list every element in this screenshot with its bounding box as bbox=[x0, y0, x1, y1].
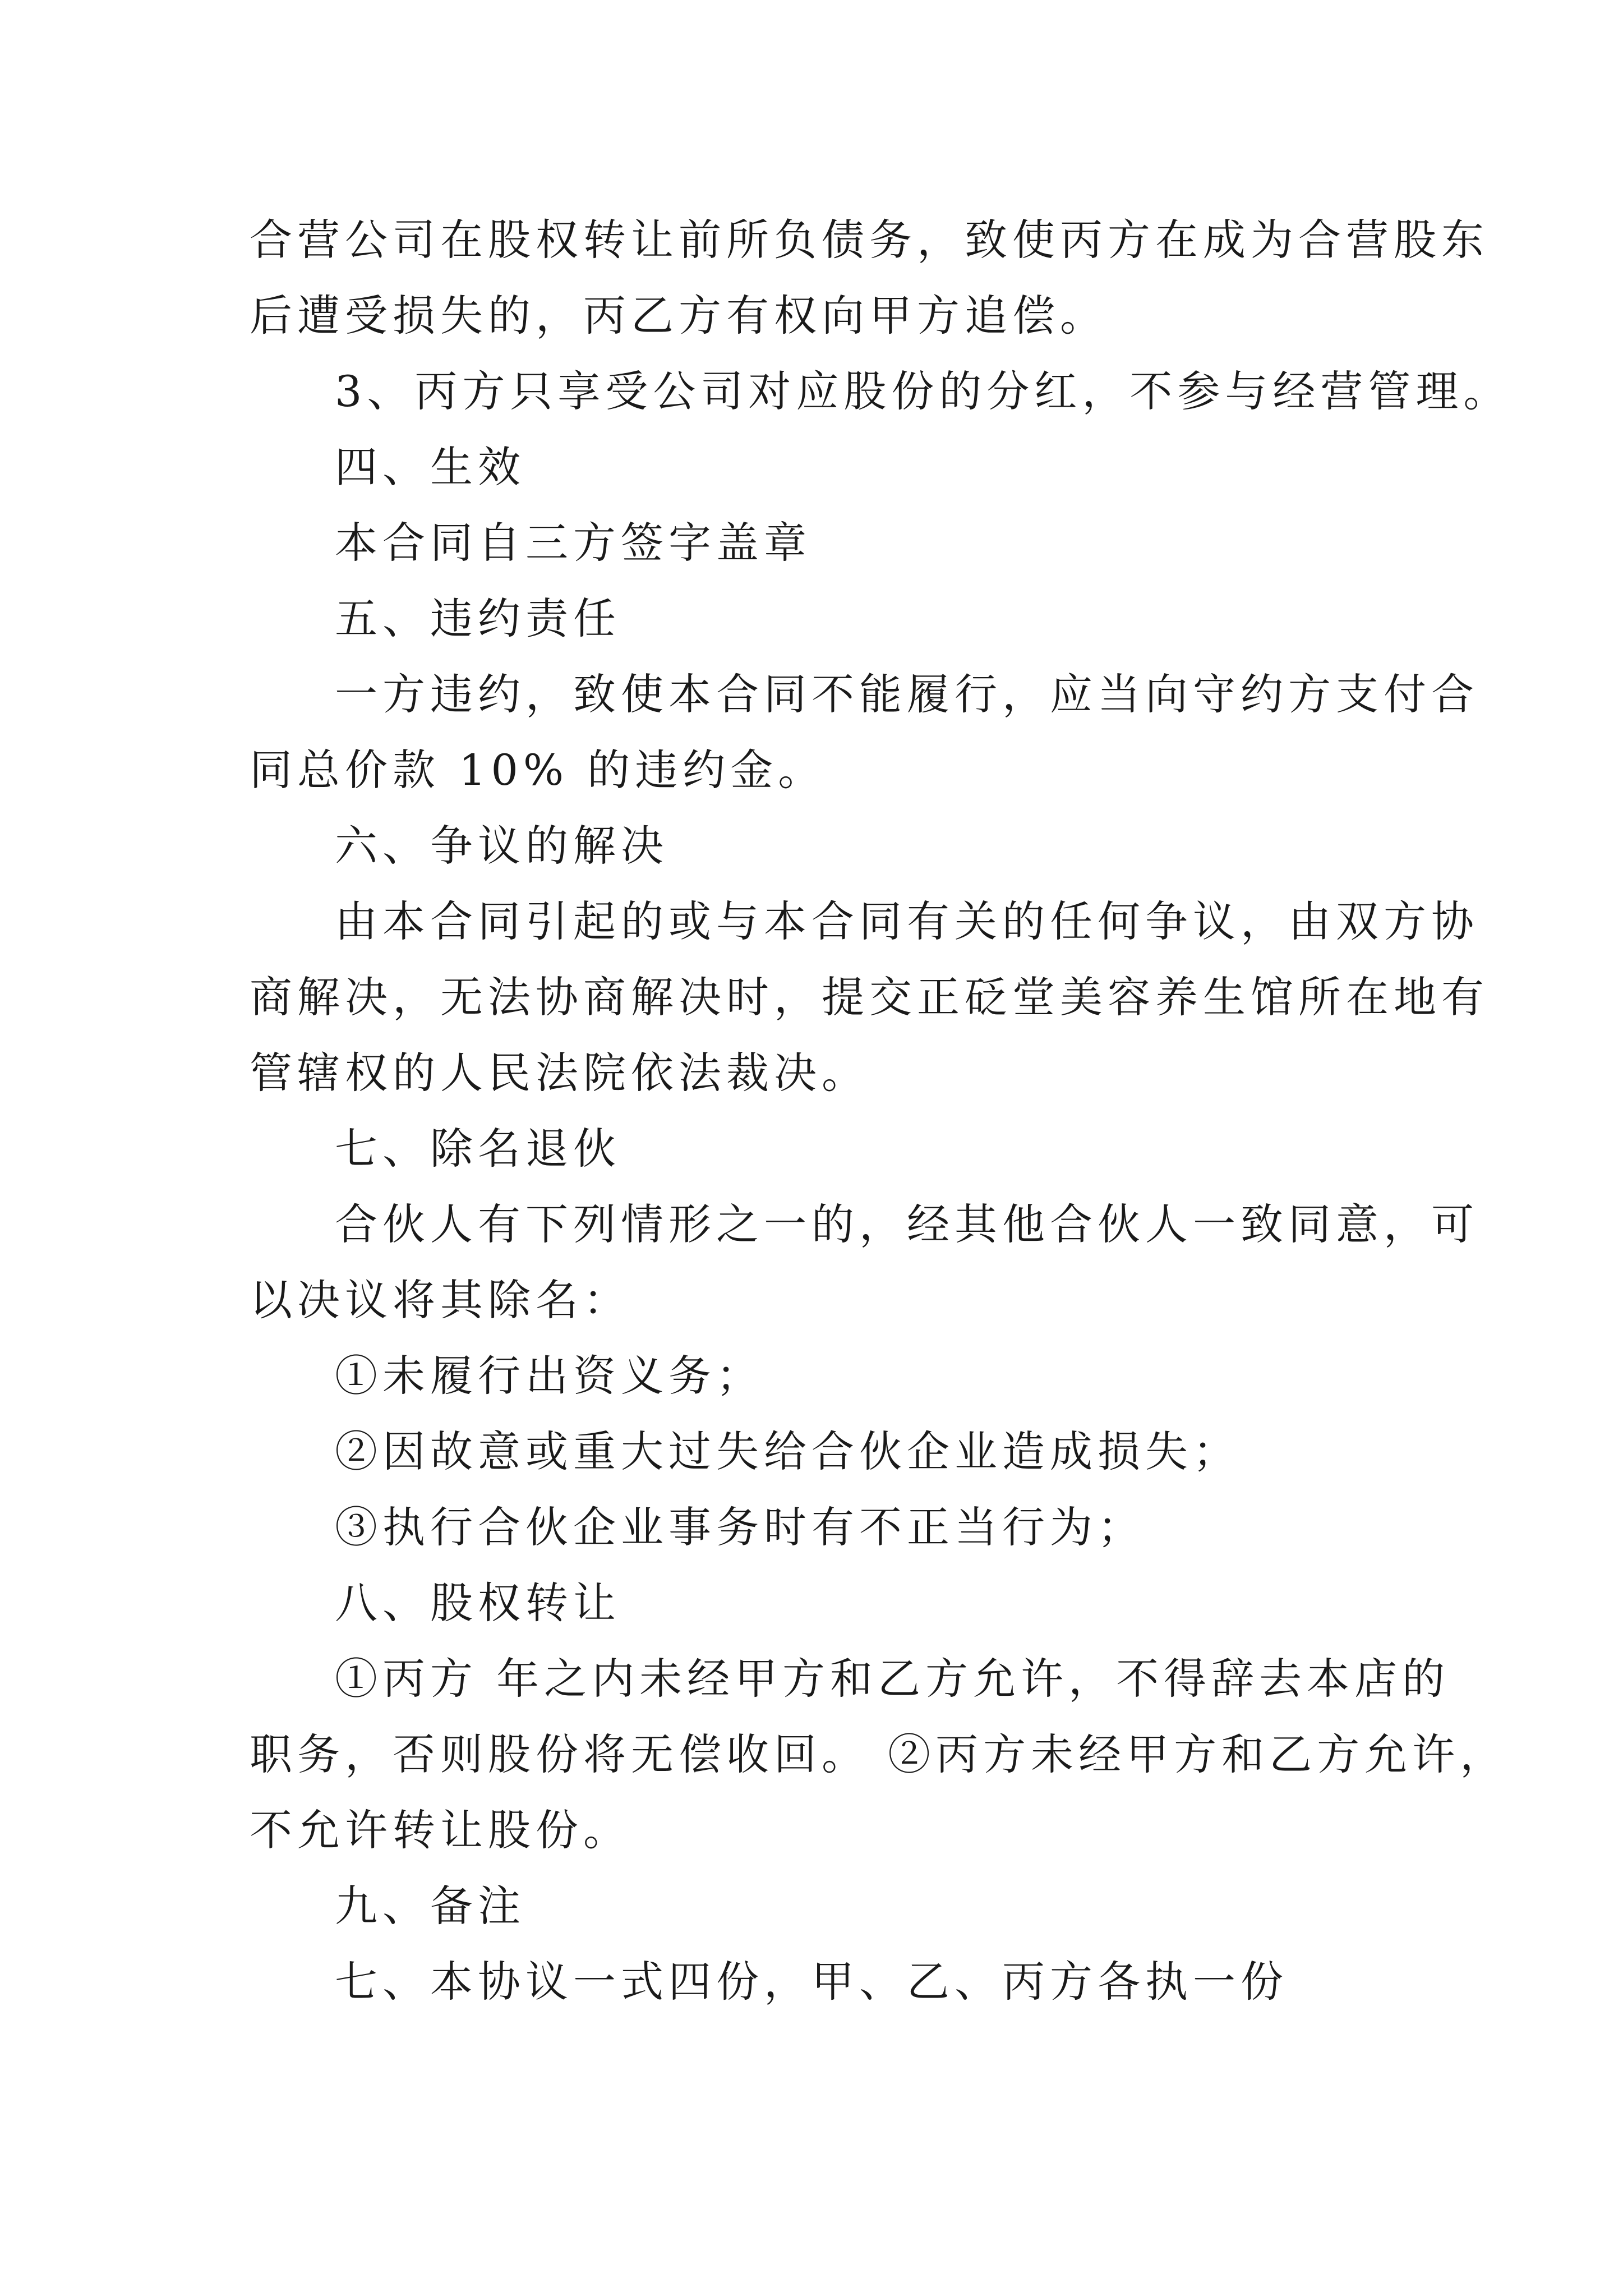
list-item: ①丙方 年之内未经甲方和乙方允许，不得辞去本店的 bbox=[335, 1654, 1450, 1704]
section-heading: 五、违约责任 bbox=[335, 593, 621, 643]
text-line: 管辖权的人民法院依法裁决。 bbox=[250, 1048, 869, 1098]
text-line: 合伙人有下列情形之一的，经其他合伙人一致同意，可 bbox=[335, 1199, 1479, 1249]
section-heading: 六、争议的解决 bbox=[335, 821, 668, 871]
list-item: ②因故意或重大过失给合伙企业造成损失； bbox=[335, 1427, 1241, 1476]
text-line: 由本合同引起的或与本合同有关的任何争议，由双方协 bbox=[335, 896, 1479, 946]
section-heading: 七、除名退伙 bbox=[335, 1124, 621, 1174]
section-heading: 四、生效 bbox=[335, 442, 525, 492]
text-line: 一方违约，致使本合同不能履行，应当向守约方支付合 bbox=[335, 669, 1479, 719]
text-line: 不允许转让股份。 bbox=[250, 1805, 631, 1855]
section-heading: 八、股权转让 bbox=[335, 1578, 621, 1628]
text-line: 商解决，无法协商解决时，提交正砭堂美容养生馆所在地有 bbox=[250, 972, 1489, 1022]
list-item: ③执行合伙企业事务时有不正当行为； bbox=[335, 1502, 1145, 1552]
text-line: 职务，否则股份将无偿收回。 ②丙方未经甲方和乙方允许， bbox=[250, 1729, 1508, 1779]
clause-item: 3、丙方只享受公司对应股份的分红，不参与经营管理。 bbox=[335, 366, 1511, 416]
section-heading: 九、备注 bbox=[335, 1881, 525, 1931]
text-line: 本合同自三方签字盖章 bbox=[335, 518, 811, 568]
text-line: 后遭受损失的，丙乙方有权向甲方追偿。 bbox=[250, 291, 1108, 341]
text-line: 合营公司在股权转让前所负债务，致使丙方在成为合营股东 bbox=[250, 215, 1489, 265]
text-line: 以决议将其除名： bbox=[250, 1275, 631, 1325]
list-item: ①未履行出资义务； bbox=[335, 1351, 764, 1401]
text-line: 七、本协议一式四份，甲、乙、丙方各执一份 bbox=[335, 1957, 1288, 2007]
text-line: 同总价款 10% 的违约金。 bbox=[250, 745, 826, 795]
contract-body bbox=[250, 202, 1511, 2019]
